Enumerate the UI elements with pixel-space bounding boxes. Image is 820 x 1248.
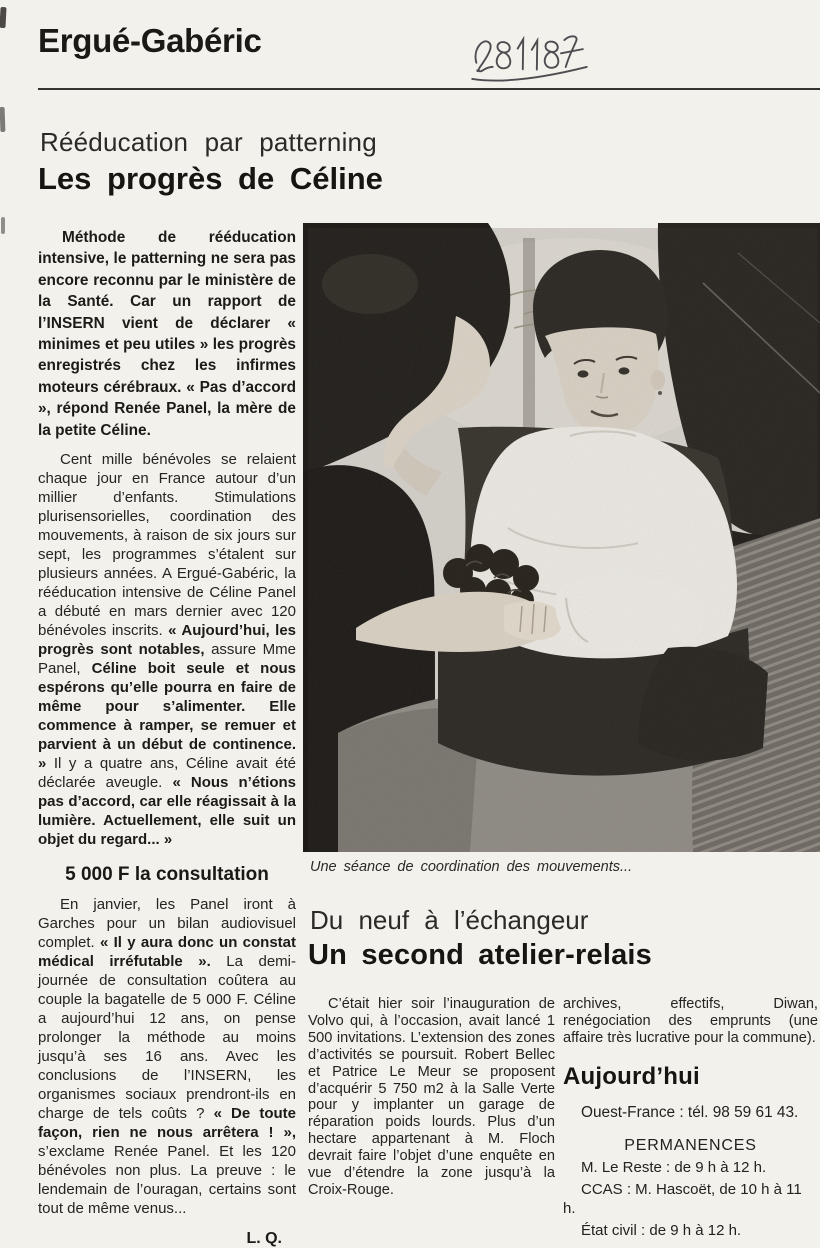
article1-text-column [38,227,297,1248]
scan-edge-smudge [0,7,7,28]
permanence-item: M. Le Reste : de 9 h à 12 h. [581,1159,767,1176]
aujourdhui-heading: Aujourd’hui [563,1063,700,1090]
article2-headline: Un second atelier-relais [308,939,652,971]
article1-signature: L. Q. [246,1230,282,1248]
article1-paragraph-2: En janvier, les Panel iront à Garches pour un bilan audiovisuel complet. « Il y aura donc un constat médical irréfutable ». La demi-journée de consultation coûtera au couple la bagatelle de 5 000 F. Céline a aujourd’hui 12 ans, on pense prolonger la méthode au moins jusqu’à ses 16 ans. Avec les conclusions de l’INSERN, les organismes sociaux prendront-ils en charge de tels coûts ? « De toute façon, rien ne nous arrêtera ! », s’exclame Renée Panel. Et les 120 bénévoles non plus. La preuve : le lendemain de l’ouragan, certains sont tout de même venus... [38,896,296,1218]
scan-edge-smudge [0,107,5,132]
article1-subhead-consultation: 5 000 F la consultation [65,864,269,886]
photo-coordination-session [308,228,818,852]
article2-continuation: archives, effectifs, Diwan, renégociation des emprunts (une affaire très lucrative pour la commune). [563,996,818,1046]
handwritten-date-drawing [468,24,593,86]
ouest-france-phone-line: Ouest-France : tél. 98 59 61 43. [581,1104,799,1121]
article2-kicker: Du neuf à l’échangeur [310,905,589,935]
article1-paragraph-1: Cent mille bénévoles se relaient chaque jour en France autour d’un millier d’enfants. Stimulations plurisensorielles, coordination des mouvements, à raison de six jours sur sept, les programmes s’étalent sur plusieurs années. A Ergué-Gabéric, la rééducation intensive de Céline Panel a débuté en mars dernier avec 120 bénévoles inscrits. « Aujourd’hui, les progrès sont notables, assure Mme Panel, Céline boit seule et nous espérons qu’elle pourra en faire de même pour s’alimenter. Elle commence à ramper, se remuer et parvient à un début de continence. » Il y a quatre ans, Céline avait été déclarée aveugle. « Nous n’étions pas d’accord, car elle réagissait à la lumière. Actuellement, elle suit un objet du regard... » [38,451,297,849]
article1-kicker: Rééducation par patterning [40,127,377,157]
scan-edge-smudge [1,217,5,234]
article2-column-2 [563,996,818,1239]
handwritten-date [468,24,593,86]
article1-lead: Méthode de rééducation intensive, le patterning ne sera pas encore reconnu par le ministère de la Santé. Car un rapport de l’INSERN vient de déclarer « minimes et peu utiles » les progrès enregistrés chez les infirmes moteurs cérébraux. « Pas d’accord », répond Renée Panel, la mère de la petite Céline. [38,229,296,439]
photo-caption: Une séance de coordination des mouvements... [310,859,633,875]
permanences-heading: PERMANENCES [624,1137,757,1154]
article1-headline: Les progrès de Céline [38,161,383,196]
section-divider-rule [38,88,820,90]
section-title: Ergué-Gabéric [38,22,262,59]
article2-column-1: C’était hier soir l’inauguration de Volvo qui, à l’occasion, avait lancé 1 500 invitations. L’extension des zones d’activités se poursuit. Robert Bellec et Patrice Le Meur se proposent d’acquérir 5 750 m2 à la Salle Verte pour y implanter un garage de réparation poids lourds. Plus d’un hectare appartenant à M. Floch devrait faire l’objet d’une enquête en vue d’étendre la zone jusqu’à la Croix-Rouge. [308,996,555,1198]
permanence-item: État civil : de 9 h à 12 h. [581,1222,742,1239]
permanence-item: CCAS : M. Hascoët, de 10 h à 11 h. [563,1181,802,1217]
photo-illustration [308,228,818,852]
